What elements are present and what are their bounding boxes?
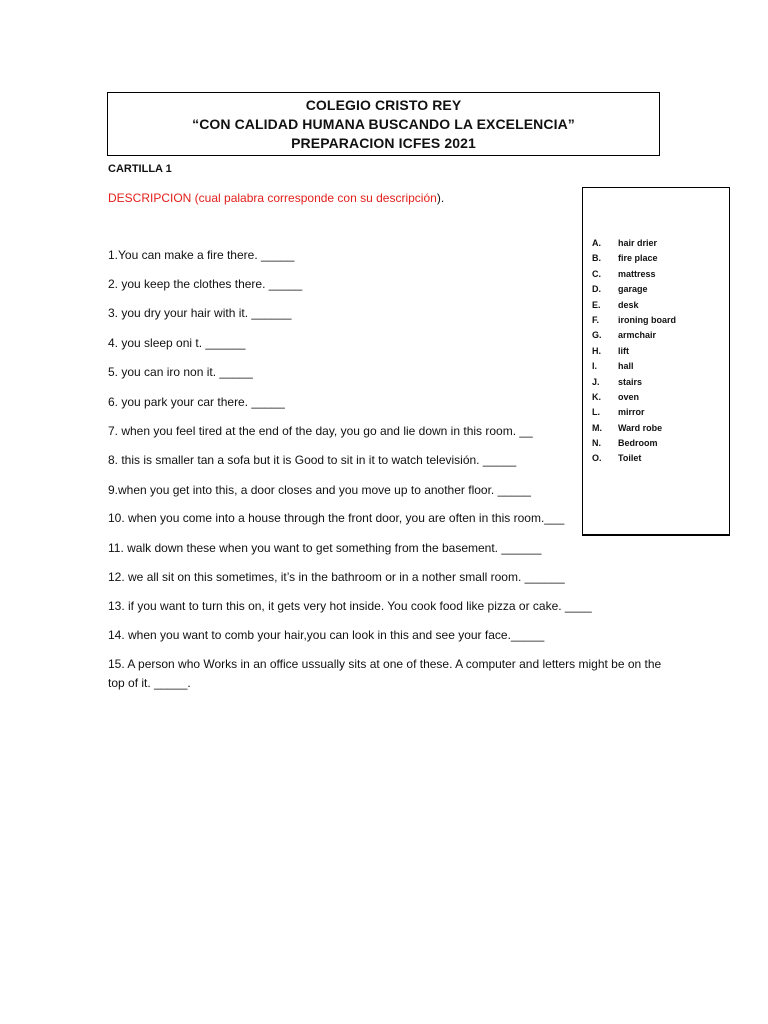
- question-10: 10. when you come into a house through the front door, you are often in this room.___: [108, 511, 565, 525]
- option-letter: I.: [592, 361, 598, 372]
- question-3: 3. you dry your hair with it. ______: [108, 306, 292, 320]
- header-box: [107, 92, 660, 156]
- instruction-suffix: ).: [436, 191, 445, 205]
- option-letter: A.: [592, 238, 601, 248]
- option-letter: E.: [592, 299, 601, 310]
- option-text: fire place: [618, 253, 658, 264]
- option-text: armchair: [618, 330, 657, 341]
- option-letter: G.: [592, 330, 602, 341]
- option-item: [592, 298, 676, 313]
- option-letter: K.: [592, 391, 601, 402]
- option-letter: D.: [592, 284, 601, 295]
- option-text: Toilet: [618, 453, 642, 464]
- school-name: COLEGIO CRISTO REY: [305, 97, 462, 113]
- school-motto: “CON CALIDAD HUMANA BUSCANDO LA EXCELENCIA”: [192, 116, 575, 132]
- cartilla-label: CARTILLA 1: [108, 163, 172, 175]
- option-letter: B.: [592, 253, 601, 264]
- option-item: [592, 251, 676, 266]
- option-letter: O.: [592, 453, 602, 464]
- option-text: garage: [618, 284, 648, 295]
- question-2: 2. you keep the clothes there. _____: [108, 277, 303, 291]
- question-8: 8. this is smaller tan a sofa but it is Good to sit in it to watch televisión. _____: [108, 453, 517, 467]
- question-5: 5. you can iro non it. _____: [108, 365, 253, 379]
- option-letter: J.: [592, 376, 600, 387]
- question-14: 14. when you want to comb your hair,you can look in this and see your face._____: [108, 628, 545, 642]
- option-text: Ward robe: [618, 422, 663, 433]
- question-6: 6. you park your car there. _____: [108, 395, 285, 409]
- option-item: [592, 421, 676, 436]
- option-text: stairs: [618, 376, 643, 387]
- instruction-red: DESCRIPCION (cual palabra corresponde con su descripción: [108, 191, 437, 205]
- option-text: hall: [618, 361, 634, 372]
- question-1: 1.You can make a fire there. _____: [108, 248, 295, 262]
- option-text: Bedroom: [618, 438, 658, 449]
- option-item: [592, 375, 676, 390]
- question-9: 9.when you get into this, a door closes and you move up to another floor. _____: [108, 483, 531, 497]
- question-12: 12. we all sit on this sometimes, it’s in the bathroom or in a nother small room. ______: [108, 570, 565, 584]
- question-13: 13. if you want to turn this on, it gets very hot inside. You cook food like pizza or cake. ____: [108, 599, 592, 613]
- document-title: PREPARACION ICFES 2021: [291, 135, 476, 151]
- option-item: [592, 436, 676, 451]
- option-item: [592, 313, 676, 328]
- option-text: oven: [618, 391, 640, 402]
- option-text: hair drier: [618, 238, 658, 248]
- question-4: 4. you sleep oni t. ______: [108, 336, 246, 350]
- option-item: [592, 344, 676, 359]
- option-letter: N.: [592, 438, 601, 449]
- option-item: [592, 405, 676, 420]
- option-item: [592, 236, 676, 251]
- options-list: [592, 236, 676, 467]
- option-item: [592, 359, 676, 374]
- option-item: [592, 390, 676, 405]
- option-item: [592, 328, 676, 343]
- option-letter: F.: [592, 314, 600, 325]
- option-letter: H.: [592, 345, 601, 356]
- question-15: 15. A person who Works in an office ussually sits at one of these. A computer and letters might be on the top of it. _____.: [108, 657, 662, 690]
- option-item: [592, 267, 676, 282]
- option-letter: L.: [592, 407, 600, 418]
- instruction-text: [108, 191, 444, 205]
- option-text: lift: [618, 345, 629, 356]
- option-item: [592, 451, 676, 466]
- option-text: desk: [618, 299, 639, 310]
- option-letter: C.: [592, 268, 601, 279]
- question-11: 11. walk down these when you want to get something from the basement. ______: [108, 541, 542, 555]
- option-text: mattress: [618, 268, 656, 279]
- option-text: mirror: [618, 407, 645, 418]
- options-box: [582, 187, 730, 536]
- question-7: 7. when you feel tired at the end of the day, you go and lie down in this room. __: [108, 424, 533, 438]
- option-item: [592, 282, 676, 297]
- option-letter: M.: [592, 422, 602, 433]
- option-text: ironing board: [618, 314, 676, 325]
